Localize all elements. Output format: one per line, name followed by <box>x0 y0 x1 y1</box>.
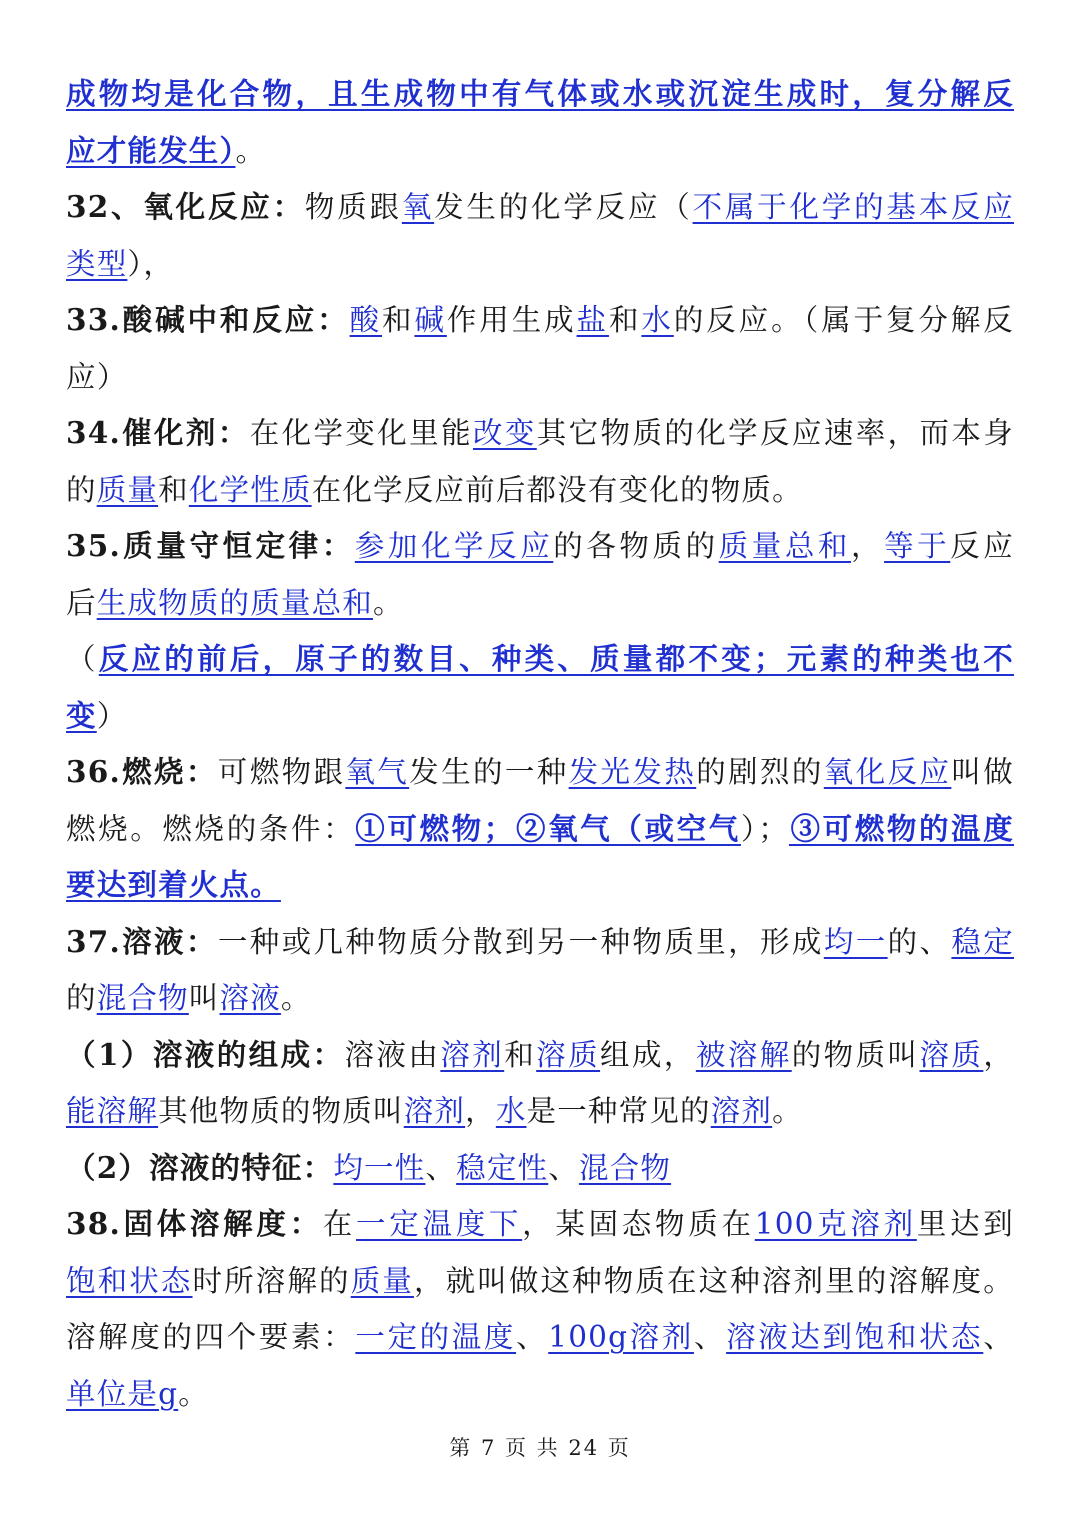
highlighted-term: 不属于化学的基本反应 <box>692 190 1014 224</box>
text-line <box>66 1027 1014 1084</box>
text-line <box>66 236 1014 293</box>
text-segment: 作用生成 <box>446 303 577 337</box>
text-segment: 33.酸碱中和反应： <box>66 302 350 337</box>
text-segment: 在化学变化里能 <box>249 416 473 450</box>
document-body <box>66 66 1014 1422</box>
text-line <box>66 857 1014 914</box>
highlighted-term: 质量总和 <box>718 529 851 563</box>
highlighted-term: 水 <box>495 1094 527 1128</box>
text-segment: 发生的一种 <box>409 755 569 789</box>
text-segment: 发生的化学反应（ <box>434 190 693 224</box>
text-line <box>66 179 1014 236</box>
text-segment: 燃烧。燃烧的条件： <box>66 811 356 846</box>
highlighted-term: ③可燃物的温度 <box>789 810 1014 846</box>
text-segment: 。 <box>235 133 267 168</box>
highlighted-term: 被溶解 <box>695 1037 792 1072</box>
highlighted-term: 一定的温度 <box>355 1320 517 1354</box>
highlighted-term: 参加化学反应 <box>354 529 554 563</box>
highlighted-term: 酸 <box>349 303 383 337</box>
text-segment: （1）溶液的组成： <box>66 1036 345 1072</box>
text-segment: 叫做 <box>951 755 1014 789</box>
highlighted-term: 类型 <box>66 246 128 281</box>
text-segment: 反应 <box>950 529 1014 563</box>
text-segment: 的 <box>66 472 97 507</box>
text-line <box>66 66 1014 123</box>
highlighted-term: 能溶解 <box>66 1094 159 1128</box>
text-line <box>66 462 1014 519</box>
highlighted-term: 溶剂 <box>403 1094 466 1128</box>
text-segment: 和 <box>504 1037 537 1072</box>
highlighted-term: 等于 <box>884 529 951 563</box>
text-segment: 溶解度的四个要素： <box>66 1320 356 1354</box>
text-segment: 其它物质的化学反应速率，而本身 <box>536 416 1014 450</box>
text-segment: 。 <box>178 1376 209 1411</box>
highlighted-term: 氧气 <box>345 755 410 789</box>
text-segment: 、 <box>425 1150 457 1185</box>
highlighted-term: 稳定 <box>951 924 1014 959</box>
text-line <box>66 1196 1014 1253</box>
text-segment: 时所溶解的 <box>192 1263 351 1298</box>
text-line <box>66 518 1014 575</box>
highlighted-term: 水 <box>641 303 674 337</box>
text-line <box>66 349 1014 406</box>
text-segment: 组成， <box>600 1037 696 1072</box>
text-segment: ） <box>96 698 128 733</box>
text-line <box>66 1083 1014 1140</box>
text-segment: 的物质叫 <box>791 1037 920 1072</box>
highlighted-term: 溶质 <box>536 1037 601 1072</box>
text-segment: 后 <box>66 585 97 620</box>
text-line <box>66 801 1014 858</box>
text-segment: 35.质量守恒定律： <box>66 528 355 563</box>
text-segment: 34.催化剂： <box>66 415 250 450</box>
text-segment: ）； <box>740 811 790 846</box>
page-footer: 第 7 页 共 24 页 <box>449 1436 631 1460</box>
highlighted-term: 溶剂 <box>710 1094 773 1128</box>
text-segment: 的剧烈的 <box>696 755 824 789</box>
text-segment: 可燃物跟 <box>217 755 346 789</box>
highlighted-term: 发光发热 <box>568 755 697 789</box>
highlighted-term: 化学性质 <box>188 472 312 507</box>
text-segment: 。 <box>373 585 404 620</box>
text-line <box>66 1140 1014 1197</box>
highlighted-term: 生成物质的质量总和 <box>96 585 374 620</box>
text-segment: 一种或几种物质分散到另一种物质里，形成 <box>217 924 824 959</box>
highlighted-term: 稳定性 <box>456 1150 549 1185</box>
text-segment: 其他物质的物质叫 <box>158 1094 404 1128</box>
text-line <box>66 405 1014 462</box>
text-segment: 、 <box>983 1320 1014 1354</box>
highlighted-term: ①可燃物；②氧气（或空气 <box>355 810 741 846</box>
text-line <box>66 1253 1014 1310</box>
highlighted-term: 均一性 <box>333 1150 426 1185</box>
highlighted-term: 氧 <box>401 190 435 224</box>
highlighted-term: 溶剂 <box>440 1037 505 1072</box>
text-segment: 叫 <box>188 981 220 1015</box>
text-segment: 的 <box>66 981 97 1015</box>
highlighted-term: 均一 <box>823 924 888 959</box>
highlighted-term: 反应的前后，原子的数目、种类、质量都不变；元素的种类也不 <box>98 641 1014 676</box>
text-segment: 、 <box>693 1320 727 1354</box>
highlighted-term: 质量 <box>96 472 159 507</box>
text-line <box>66 970 1014 1027</box>
text-segment: 。 <box>280 981 312 1015</box>
highlighted-term: 溶液达到饱和状态 <box>726 1320 984 1354</box>
text-segment: （2）溶液的特征： <box>66 1149 334 1185</box>
highlighted-term: 应才能发生） <box>66 132 236 168</box>
highlighted-term: 盐 <box>576 303 609 337</box>
text-segment: 溶液由 <box>344 1037 441 1072</box>
text-segment: 的各物质的 <box>553 529 719 563</box>
text-line <box>66 575 1014 632</box>
text-segment: 在 <box>322 1207 357 1241</box>
highlighted-term: 成物均是化合物，且生成物中有气体或水或沉淀生成时，复分解反 <box>66 76 1014 111</box>
text-line <box>66 914 1014 971</box>
highlighted-term: 改变 <box>472 416 537 450</box>
highlighted-term: 氧化反应 <box>823 755 952 789</box>
highlighted-term: 单位是g <box>66 1376 179 1411</box>
text-line <box>66 123 1014 180</box>
highlighted-term: 溶质 <box>919 1037 984 1072</box>
highlighted-term: 溶液 <box>219 981 281 1015</box>
text-line <box>66 1309 1014 1366</box>
text-segment: 和 <box>608 303 642 337</box>
highlighted-term: 混合物 <box>578 1150 672 1185</box>
text-line <box>66 744 1014 801</box>
highlighted-term: 变 <box>66 697 97 733</box>
text-segment: （ <box>66 642 99 676</box>
highlighted-term: 混合物 <box>96 981 189 1015</box>
text-segment: 、 <box>516 1320 549 1354</box>
text-segment: 32、氧化反应： <box>66 189 305 224</box>
text-segment: 。 <box>772 1094 803 1128</box>
text-segment: 在化学反应前后都没有变化的物质。 <box>311 472 803 507</box>
highlighted-term: 饱和状态 <box>66 1263 193 1298</box>
text-segment: ）， <box>127 246 175 281</box>
highlighted-term: 一定温度下 <box>356 1207 523 1241</box>
highlighted-term: 质量 <box>350 1263 414 1298</box>
text-segment: 物质跟 <box>304 190 402 224</box>
text-segment: ， <box>850 529 885 563</box>
text-line <box>66 631 1014 688</box>
text-segment: 是一种常见的 <box>526 1094 711 1128</box>
text-line <box>66 292 1014 349</box>
text-segment: 应） <box>66 359 128 394</box>
text-segment: 的反应。（属于复分解反 <box>673 303 1014 337</box>
highlighted-term: 碱 <box>414 303 447 337</box>
text-segment: 里达到 <box>916 1207 1014 1241</box>
text-segment: ，某固态物质在 <box>522 1207 755 1241</box>
text-segment: 和 <box>382 303 415 337</box>
text-segment: 、 <box>548 1150 579 1185</box>
text-segment: 的、 <box>887 924 952 959</box>
text-segment: ， <box>465 1094 496 1128</box>
highlighted-term: 要达到着火点。 <box>66 867 281 902</box>
text-segment: 36.燃烧： <box>66 754 218 789</box>
text-segment: 38.固体溶解度： <box>66 1206 323 1241</box>
text-segment: ， <box>983 1037 1014 1072</box>
text-segment: 和 <box>158 472 189 507</box>
text-segment: 37.溶液： <box>66 923 218 959</box>
highlighted-term: 100g溶剂 <box>548 1320 694 1354</box>
text-line <box>66 688 1014 745</box>
text-line <box>66 1366 1014 1423</box>
highlighted-term: 100克溶剂 <box>754 1207 917 1241</box>
text-segment: ，就叫做这种物质在这种溶剂里的溶解度。 <box>413 1263 1014 1298</box>
